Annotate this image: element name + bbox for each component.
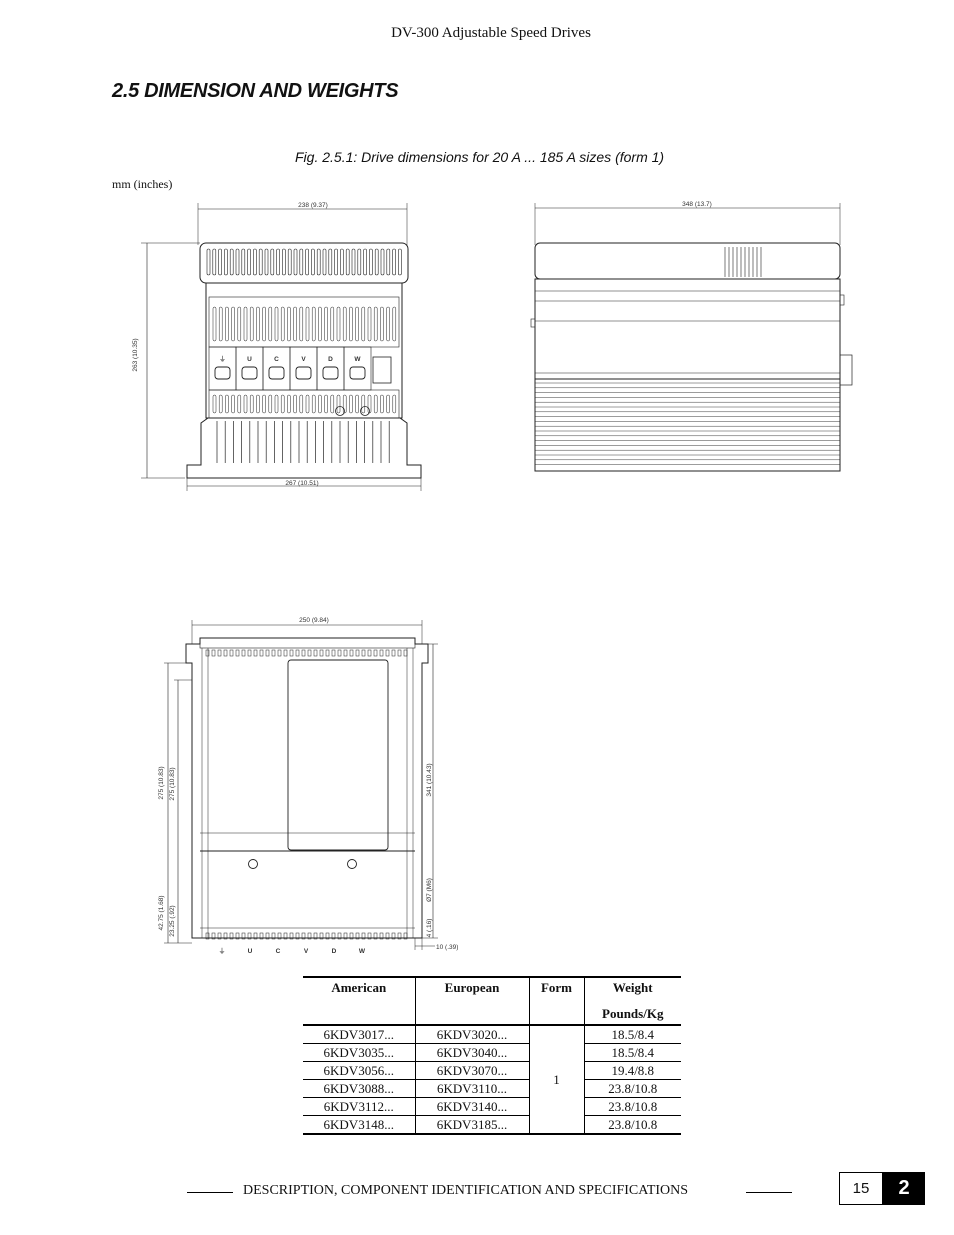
vent-slot [213, 307, 216, 341]
header-form: Form [529, 977, 584, 1025]
vent-slot [213, 395, 216, 413]
vent-slot [300, 395, 303, 413]
vent-slot [300, 249, 303, 275]
vent-slot [294, 307, 297, 341]
vent-slot [275, 307, 278, 341]
vent-slot [312, 395, 315, 413]
terminal-cell [344, 347, 371, 390]
vent-slot [380, 650, 383, 656]
vent-slot [368, 650, 371, 656]
vent-slot [238, 395, 241, 413]
vent-slot [259, 249, 262, 275]
cell-weight: 18.5/8.4 [584, 1044, 681, 1062]
front-height-label: 263 (10.35) [132, 338, 139, 372]
vent-slot [344, 650, 347, 656]
vent-slot [369, 249, 372, 275]
vent-slot [375, 249, 378, 275]
vent-slot [374, 650, 377, 656]
rear-view-drawing [150, 608, 480, 960]
vent-slot [294, 249, 297, 275]
vent-slot [362, 650, 365, 656]
terminal-label: U [247, 948, 253, 955]
table-row [303, 1098, 681, 1116]
mounting-screw-icon [249, 860, 258, 869]
header-weight-line2: Pounds/Kg [602, 1006, 664, 1021]
terminal-label: W [358, 948, 366, 955]
vent-slot [308, 650, 311, 656]
vent-slot [294, 395, 297, 413]
vent-slot [398, 650, 401, 656]
terminal-lug-icon [296, 367, 311, 379]
vent-slot [230, 249, 233, 275]
terminal-lug-icon [269, 367, 284, 379]
vent-slot [242, 650, 245, 656]
vent-slot [281, 307, 284, 341]
rear-bottom-terminals [206, 933, 407, 955]
vent-slot [236, 650, 239, 656]
terminal-lug-icon [350, 367, 365, 379]
side-connector [840, 355, 852, 385]
terminal-cell [209, 347, 236, 390]
rear-hole-label: Ø7 (M6) [426, 878, 433, 902]
vent-slot [256, 307, 259, 341]
vent-slot [331, 395, 334, 413]
header-european: European [415, 977, 529, 1025]
terminal-label: C [274, 356, 279, 363]
terminal-label: V [301, 356, 306, 363]
front-view-drawing [125, 195, 435, 495]
vent-slot [230, 650, 233, 656]
vent-slot [362, 395, 365, 413]
rear-flange-label: 4 (.16) [426, 918, 433, 938]
terminal-cell [236, 347, 263, 390]
terminal-label: C [275, 948, 281, 955]
terminal-label: W [354, 356, 361, 363]
vent-slot [331, 307, 334, 341]
vent-slot [398, 249, 401, 275]
terminal-cell [263, 347, 290, 390]
rear-mount-a-label: 42.75 (1.68) [158, 895, 165, 931]
vent-slot [225, 395, 228, 413]
cell-weight: 19.4/8.8 [584, 1062, 681, 1080]
footer-rule-right [746, 1192, 792, 1193]
vent-slot [317, 249, 320, 275]
header-weight-line1: Weight [612, 980, 653, 995]
vent-slot [206, 650, 209, 656]
cell-european: 6KDV3110... [415, 1080, 529, 1098]
vent-slot [323, 249, 326, 275]
vent-slot [387, 307, 390, 341]
vent-slot [325, 395, 328, 413]
chapter-tab: 2 [883, 1172, 925, 1205]
vent-slot [349, 307, 352, 341]
vent-slot [346, 249, 349, 275]
mounting-screw-icon [348, 860, 357, 869]
vent-slot [318, 395, 321, 413]
vent-slot [242, 249, 245, 275]
rear-width-label: 250 (9.84) [299, 617, 329, 624]
terminal-cell [317, 347, 344, 390]
vent-slot [306, 395, 309, 413]
vent-slot [254, 650, 257, 656]
cell-european: 6KDV3040... [415, 1044, 529, 1062]
vent-slot [386, 650, 389, 656]
cell-weight: 23.8/10.8 [584, 1116, 681, 1135]
control-connector [373, 357, 391, 383]
vent-slot [393, 307, 396, 341]
vent-slot [218, 650, 221, 656]
vent-slot [326, 650, 329, 656]
front-cover-vents [207, 249, 401, 275]
vent-slot [278, 650, 281, 656]
rear-height-outer-label: 275 (10.83) [158, 766, 165, 800]
vent-slot [302, 650, 305, 656]
vent-slot [263, 395, 266, 413]
cell-european: 6KDV3020... [415, 1025, 529, 1044]
vent-slot [393, 395, 396, 413]
cell-weight: 23.8/10.8 [584, 1080, 681, 1098]
terminal-label: D [331, 948, 337, 955]
vent-slot [311, 249, 314, 275]
front-terminal-block [209, 347, 391, 390]
cell-american: 6KDV3017... [303, 1025, 415, 1044]
front-top-width-label: 238 (9.37) [298, 202, 328, 209]
vent-slot [260, 650, 263, 656]
vent-slot [275, 395, 278, 413]
table-row [303, 1025, 681, 1044]
side-heatsink-fins [535, 383, 840, 465]
vent-slot [352, 249, 355, 275]
cell-form: 1 [529, 1025, 584, 1134]
terminal-label: ⏚ [219, 356, 226, 363]
vent-slot [224, 650, 227, 656]
vent-slot [306, 307, 309, 341]
weights-table [303, 976, 681, 1135]
vent-slot [287, 307, 290, 341]
vent-slot [207, 249, 210, 275]
vent-slot [338, 650, 341, 656]
side-view-drawing [520, 195, 860, 485]
vent-slot [356, 650, 359, 656]
rear-height-total-label: 341 (10.43) [426, 763, 433, 797]
table-row [303, 1116, 681, 1135]
vent-slot [287, 395, 290, 413]
terminal-lug-icon [242, 367, 257, 379]
footer-section-title: DESCRIPTION, COMPONENT IDENTIFICATION AND SPECIFICATIONS [243, 1183, 689, 1198]
rear-offset-label: 10 (.39) [436, 944, 459, 951]
section-title: 2.5 DIMENSION AND WEIGHTS [112, 80, 399, 102]
vent-slot [335, 249, 338, 275]
vent-slot [364, 249, 367, 275]
vent-slot [404, 650, 407, 656]
vent-slot [281, 395, 284, 413]
vent-slot [329, 249, 332, 275]
vent-slot [253, 249, 256, 275]
vent-slot [256, 395, 259, 413]
cell-american: 6KDV3112... [303, 1098, 415, 1116]
cell-weight: 23.8/10.8 [584, 1098, 681, 1116]
vent-slot [232, 307, 235, 341]
vent-slot [337, 395, 340, 413]
terminal-label: V [303, 948, 309, 955]
terminal-label: U [247, 356, 252, 363]
terminal-label: ⏚ [218, 948, 226, 955]
vent-slot [349, 395, 352, 413]
figure-caption: Fig. 2.5.1: Drive dimensions for 20 A ... 185 A sizes (form 1) [295, 149, 665, 165]
vent-slot [332, 650, 335, 656]
vent-slot [244, 307, 247, 341]
vent-slot [219, 249, 222, 275]
cell-american: 6KDV3035... [303, 1044, 415, 1062]
table-row [303, 1062, 681, 1080]
vent-slot [380, 395, 383, 413]
side-depth-label: 348 (13.7) [682, 201, 712, 208]
vent-slot [288, 249, 291, 275]
vent-slot [358, 249, 361, 275]
vent-slot [282, 249, 285, 275]
vent-slot [340, 249, 343, 275]
vent-slot [300, 307, 303, 341]
vent-slot [248, 650, 251, 656]
page-number: 15 [839, 1172, 883, 1205]
vent-slot [350, 650, 353, 656]
vent-slot [277, 249, 280, 275]
vent-slot [290, 650, 293, 656]
cell-european: 6KDV3185... [415, 1116, 529, 1135]
vent-slot [232, 395, 235, 413]
cell-american: 6KDV3056... [303, 1062, 415, 1080]
vent-slot [263, 307, 266, 341]
table-header-row [303, 977, 681, 1025]
vent-slot [266, 650, 269, 656]
vent-slot [356, 395, 359, 413]
footer-rule-left [187, 1192, 233, 1193]
vent-slot [250, 307, 253, 341]
vent-slot [219, 307, 222, 341]
terminal-lug-icon [323, 367, 338, 379]
vent-slot [269, 395, 272, 413]
terminal-label: D [328, 356, 333, 363]
vent-slot [387, 395, 390, 413]
terminal-lug-icon [215, 367, 230, 379]
vent-slot [325, 307, 328, 341]
vent-slot [219, 395, 222, 413]
vent-slot [368, 307, 371, 341]
vent-slot [238, 307, 241, 341]
vent-slot [312, 307, 315, 341]
front-heatsink-fins [217, 421, 389, 463]
vent-slot [356, 307, 359, 341]
vent-slot [213, 249, 216, 275]
vent-slot [265, 249, 268, 275]
vent-slot [343, 307, 346, 341]
rear-mount-b-label: 23.25 (.92) [169, 905, 176, 937]
cell-american: 6KDV3088... [303, 1080, 415, 1098]
vent-slot [381, 249, 384, 275]
cell-american: 6KDV3148... [303, 1116, 415, 1135]
units-label: mm (inches) [112, 177, 173, 191]
vent-slot [244, 395, 247, 413]
cell-european: 6KDV3070... [415, 1062, 529, 1080]
side-cover-vents [725, 247, 761, 277]
terminal-cell [290, 347, 317, 390]
vent-slot [250, 395, 253, 413]
vent-slot [212, 650, 215, 656]
vent-slot [296, 650, 299, 656]
vent-slot [387, 249, 390, 275]
table-row [303, 1080, 681, 1098]
rear-heatsink-panel [288, 660, 388, 850]
vent-slot [392, 650, 395, 656]
table-row [303, 1044, 681, 1062]
cell-european: 6KDV3140... [415, 1098, 529, 1116]
page-header-title: DV-300 Adjustable Speed Drives [391, 25, 591, 41]
vent-slot [380, 307, 383, 341]
vent-slot [318, 307, 321, 341]
vent-slot [393, 249, 396, 275]
vent-slot [224, 249, 227, 275]
vent-slot [314, 650, 317, 656]
vent-slot [374, 307, 377, 341]
vent-slot [236, 249, 239, 275]
vent-slot [248, 249, 251, 275]
vent-slot [269, 307, 272, 341]
vent-slot [320, 650, 323, 656]
vent-slot [374, 395, 377, 413]
rear-top-vents [206, 650, 407, 656]
vent-slot [225, 307, 228, 341]
front-bottom-width-label: 267 (10.51) [285, 480, 319, 487]
cell-weight: 18.5/8.4 [584, 1025, 681, 1044]
header-american: American [331, 980, 387, 995]
header-weight [584, 977, 681, 1025]
vent-slot [362, 307, 365, 341]
vent-slot [306, 249, 309, 275]
vent-slot [271, 249, 274, 275]
rear-height-inner-label: 275 (10.83) [169, 767, 176, 801]
vent-slot [272, 650, 275, 656]
vent-slot [337, 307, 340, 341]
vent-slot [284, 650, 287, 656]
